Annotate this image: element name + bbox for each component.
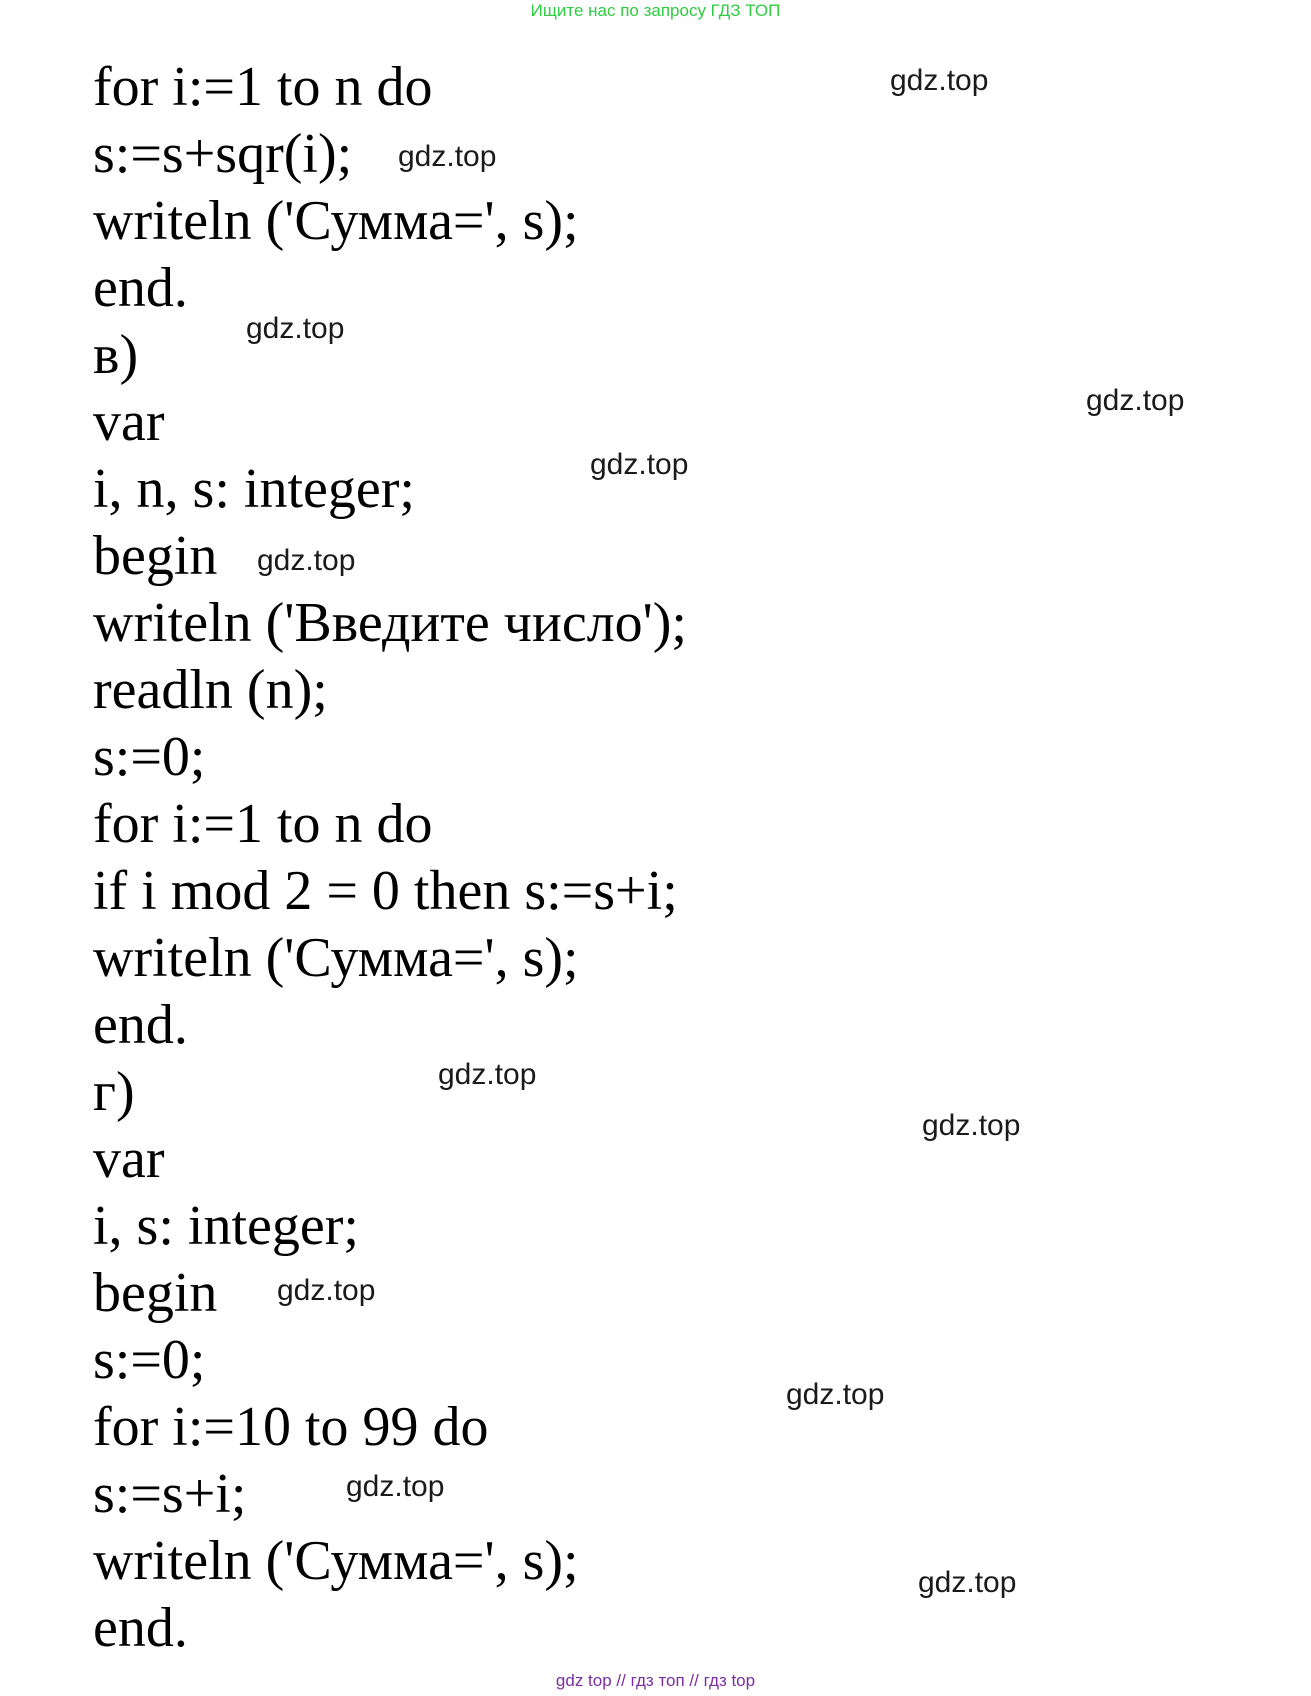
watermark: gdz.top	[438, 1058, 537, 1091]
section-label: в)	[93, 324, 139, 386]
code-line: for i:=10 to 99 do	[93, 1396, 489, 1458]
watermark: gdz.top	[918, 1566, 1017, 1599]
code-line: writeln ('Сумма=', s);	[93, 1530, 579, 1592]
code-line: var	[93, 391, 165, 453]
watermark: gdz.top	[922, 1109, 1021, 1142]
watermark: gdz.top	[398, 140, 497, 173]
code-line: writeln ('Введите число');	[93, 592, 687, 654]
code-line: begin	[93, 525, 218, 587]
code-line: for i:=1 to n do	[93, 56, 433, 118]
code-line: readln (n);	[93, 659, 328, 721]
watermark: gdz.top	[277, 1274, 376, 1307]
code-line: end.	[93, 1597, 188, 1659]
code-line: s:=0;	[93, 1329, 206, 1391]
code-line: writeln ('Сумма=', s);	[93, 190, 579, 252]
code-line: for i:=1 to n do	[93, 793, 433, 855]
section-label: г)	[93, 1061, 135, 1123]
code-line: end.	[93, 994, 188, 1056]
code-line: i, s: integer;	[93, 1195, 359, 1257]
watermark: gdz.top	[1086, 384, 1185, 417]
code-line: s:=s+i;	[93, 1463, 247, 1525]
footer-banner: gdz top // гдз топ // гдз top	[555, 1671, 756, 1690]
header-banner: Ищите нас по запросу ГДЗ ТОП	[530, 1, 781, 20]
code-line: if i mod 2 = 0 then s:=s+i;	[93, 860, 678, 922]
watermark: gdz.top	[590, 448, 689, 481]
watermark: gdz.top	[246, 312, 345, 345]
code-listing	[93, 54, 687, 1662]
code-line: var	[93, 1128, 165, 1190]
code-line: s:=0;	[93, 726, 206, 788]
code-line: s:=s+sqr(i);	[93, 123, 353, 185]
watermark: gdz.top	[257, 544, 356, 577]
code-line: writeln ('Сумма=', s);	[93, 927, 579, 989]
code-line: i, n, s: integer;	[93, 458, 415, 520]
code-line: begin	[93, 1262, 218, 1324]
code-line: end.	[93, 257, 188, 319]
watermark: gdz.top	[890, 64, 989, 97]
watermark: gdz.top	[786, 1378, 885, 1411]
watermark: gdz.top	[346, 1470, 445, 1503]
